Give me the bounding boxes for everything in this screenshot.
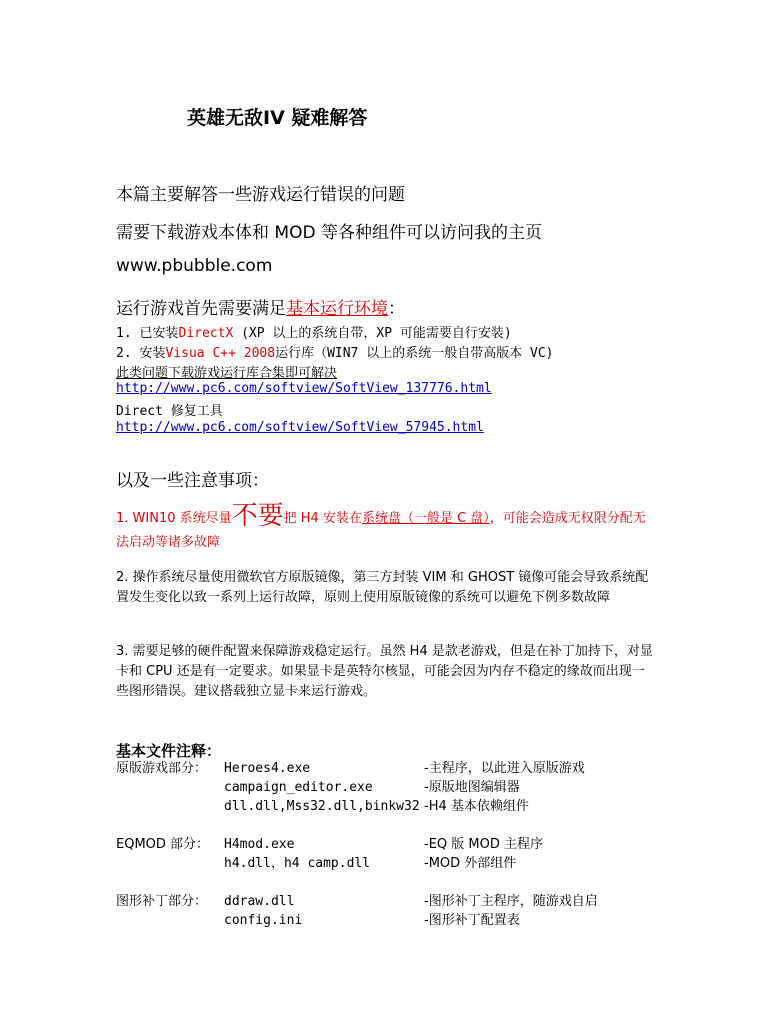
file-name: config.ini (224, 913, 303, 928)
files-heading: 基本文件注释： (116, 742, 222, 760)
intro-line-4-prefix: 运行游戏首先需要满足 (116, 299, 286, 319)
note1-system-disk: 系统盘（一般是 C 盘） (361, 511, 490, 526)
note-1 (116, 502, 656, 555)
req2-prefix: 2. 安装 (116, 346, 166, 361)
req1-suffix: (XP 以上的系统自带，XP 可能需要自行安装) (233, 326, 512, 341)
file-desc: -原版地图编辑器 (424, 780, 520, 795)
file-name: Heroes4.exe (224, 761, 311, 776)
intro-line-4-suffix: ： (388, 299, 405, 319)
basic-env-link[interactable]: 基本运行环境 (286, 299, 388, 319)
requirement-directx (116, 322, 512, 341)
requirement-vcpp (116, 342, 554, 361)
note-2: 2. 操作系统尽量使用微软官方原版镜像，第三方封装 VIM 和 GHOST 镜像可能会导致系统配置发生变化以致一系列上运行故障，原则上使用原版镜像的系统可以避免下例多数故障 (116, 570, 649, 605)
note1-part-d: ，可能会造成无权限分配无法启动等诸多故障 (116, 511, 646, 550)
note1-part-b: 把 H4 安装在 (283, 511, 362, 526)
file-name: dll.dll,Mss32.dll,binkw32 (224, 799, 420, 814)
file-desc: -EQ 版 MOD 主程序 (424, 837, 543, 852)
note1-emphasis: 不要 (231, 501, 284, 531)
file-desc: -H4 基本依赖组件 (424, 799, 529, 814)
req1-prefix: 1. 已安装 (116, 326, 179, 341)
directx-label: DirectX (178, 326, 234, 341)
file-name: H4mod.exe (224, 837, 295, 852)
file-group: EQMOD 部分： (116, 837, 210, 852)
file-desc: -主程序，以此进入原版游戏 (424, 761, 585, 776)
file-desc: -MOD 外部组件 (424, 856, 517, 871)
file-name: ddraw.dll (224, 894, 295, 909)
intro-line-2: 需要下载游戏本体和 MOD 等各种组件可以访问我的主页 (116, 223, 542, 243)
runtime-download-link[interactable]: http://www.pc6.com/softview/SoftView_137776.html (116, 381, 492, 396)
document-title: 英雄无敌IV 疑难解答 (187, 107, 368, 129)
note1-part-a: 1. WIN10 系统尽量 (116, 511, 232, 526)
file-name: campaign_editor.exe (224, 780, 373, 795)
req2-suffix: 运行库（WIN7 以上的系统一般自带高版本 VC) (275, 346, 554, 361)
file-desc: -图形补丁主程序，随游戏自启 (424, 894, 598, 909)
notes-heading: 以及一些注意事项： (116, 471, 269, 491)
file-group: 原版游戏部分： (116, 761, 208, 776)
file-group: 图形补丁部分： (116, 894, 208, 909)
file-desc: -图形补丁配置表 (424, 913, 520, 928)
homepage-url[interactable]: www.pbubble.com (116, 256, 273, 276)
intro-line-4 (116, 294, 405, 319)
vcpp-label: Visua C++ 2008 (165, 346, 276, 361)
runtime-note: 此类问题下载游戏运行库合集即可解决 (116, 366, 338, 381)
note-3: 3. 需要足够的硬件配置来保障游戏稳定运行。虽然 H4 是款老游戏，但是在补丁加持下，对显卡和 CPU 还是有一定要求。如果显卡是英特尔核显，可能会因为内存不稳定的缘故而出现一些图形错误。建议搭载独立显卡来运行游戏。 (116, 644, 653, 699)
intro-line-1: 本篇主要解答一些游戏运行错误的问题 (116, 185, 405, 205)
direct-repair-link[interactable]: http://www.pc6.com/softview/SoftView_57945.html (116, 420, 484, 435)
file-name: h4.dll，h4 camp.dll (224, 856, 371, 871)
direct-repair-tool-label: Direct 修复工具 (116, 404, 223, 419)
